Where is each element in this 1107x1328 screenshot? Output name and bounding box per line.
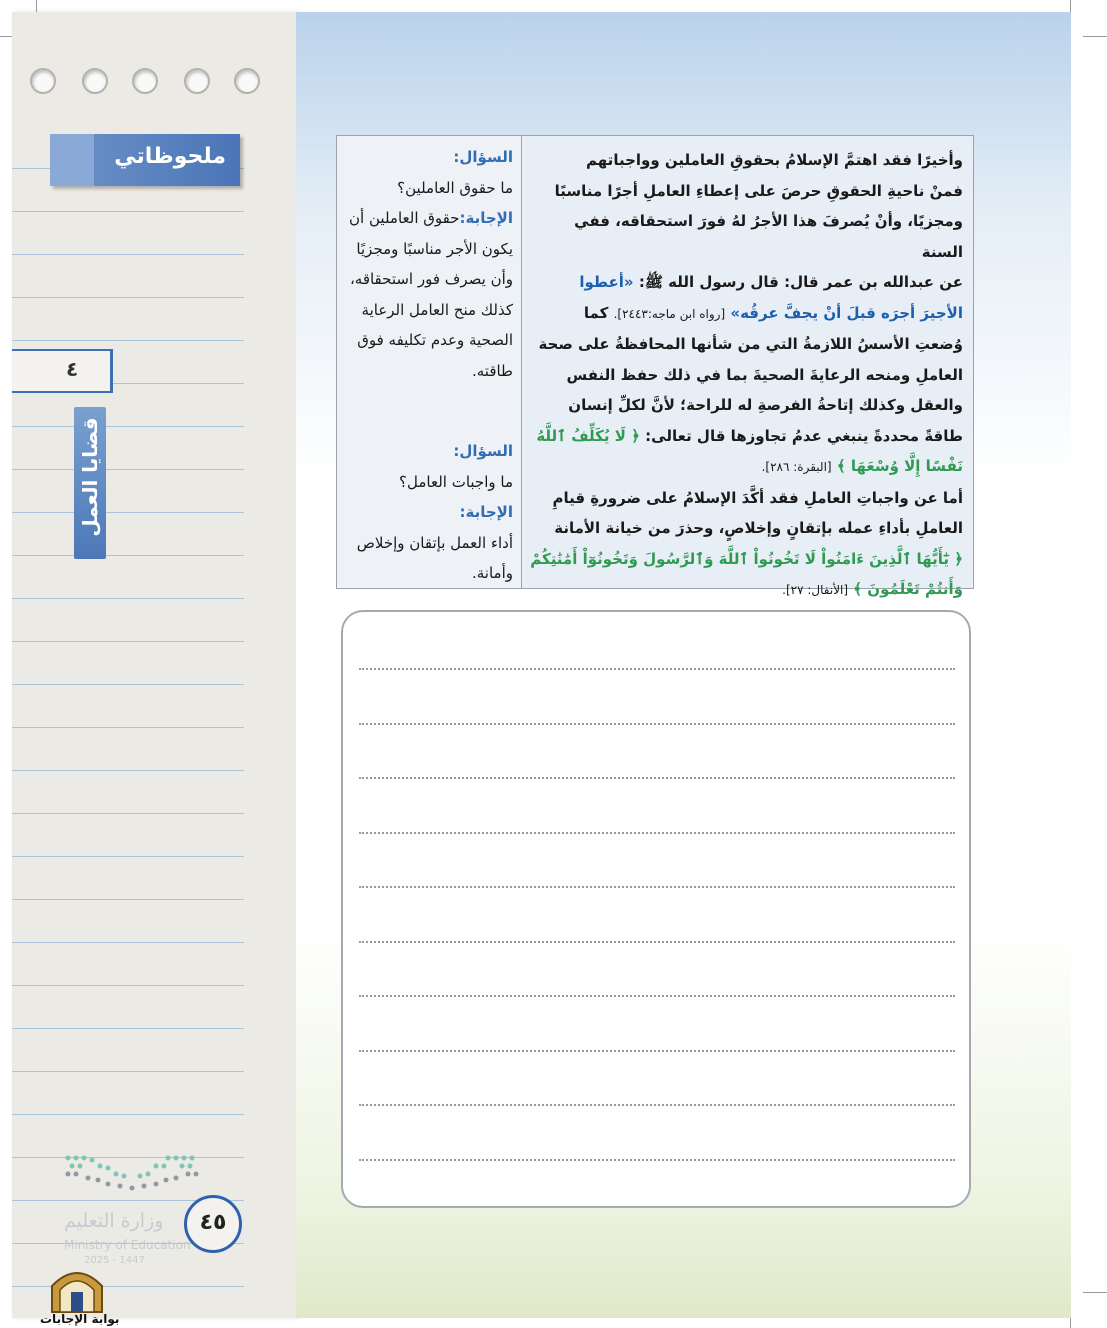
qa-block (345, 142, 513, 386)
verse-reference: [البقرة: ٢٨٦]. (761, 460, 832, 474)
ruled-line (12, 426, 244, 427)
answer-text: أداء العمل بإتقان وإخلاص وأمانة. (356, 533, 513, 582)
text-line: ومجزيًا، وأنْ يُصرفَ هذا الأجرُ لهُ فورَ استحقاقه، ففي السنة (574, 212, 963, 261)
ruled-line (12, 942, 244, 943)
page-number: ٤٥ (199, 1210, 227, 1235)
quran-verse: ﴿ يَٰٓأَيُّهَا ٱلَّذِينَ ءَامَنُواْ لَا تَخُونُواْ ٱللَّهَ وَٱلرَّسُولَ وَتَخُونُوٓاْ أَمَٰنَٰتِكُمْ وَأَنتُمْ تَعْلَمُونَ ﴾ (530, 549, 963, 598)
text-segment: طاقةً محددةً ينبغي عدمُ تجاوزها قال تعالى: (645, 426, 963, 445)
ministry-name-english: Ministry of Education (64, 1238, 191, 1252)
ruled-line (12, 1071, 244, 1072)
unit-number: ٤ (66, 357, 79, 381)
hadith-reference: [رواه ابن ماجه:٢٤٤٣]. (613, 306, 726, 321)
note-line[interactable] (359, 668, 955, 670)
question-label: السؤال: (453, 442, 513, 460)
hadith-start: «أعطوا (579, 273, 634, 291)
text-line: وأخيرًا فقد اهتمَّ الإسلامُ بحقوقِ العاملين وواجباتهم (586, 151, 963, 169)
ruled-line (12, 813, 244, 814)
unit-title: قضايا العمل (78, 417, 102, 537)
tab-stripe (50, 134, 94, 186)
question-label: السؤال: (453, 148, 513, 166)
ministry-year: 2025 - 1447 (84, 1255, 145, 1266)
ruled-line (12, 340, 244, 341)
qa-column (337, 136, 522, 588)
hadith-text: الأجيرَ أجرَه قبلَ أنْ يجفَّ عرقُه» (730, 303, 963, 322)
text-line (529, 298, 963, 330)
note-line[interactable] (359, 1104, 955, 1106)
note-line[interactable] (359, 886, 955, 888)
verse-reference: [الأنفال: ٢٧]. (782, 583, 849, 597)
binder-hole (234, 68, 260, 94)
ruled-line (12, 512, 244, 513)
lesson-text (529, 145, 963, 606)
answer-text (345, 203, 513, 386)
binder-hole (132, 68, 158, 94)
ruled-line (12, 684, 244, 685)
text-continuation: كما (583, 303, 609, 322)
notes-title: ملحوظاتي (114, 144, 226, 169)
answer-label: الإجابة: (459, 503, 513, 521)
unit-number-box (12, 349, 113, 393)
note-line[interactable] (359, 777, 955, 779)
notebook-sidebar (12, 12, 299, 1326)
text-line: فمنْ ناحيةِ الحقوقِ حرصَ على إعطاءِ العاملِ أجرًا مناسبًا (554, 181, 963, 200)
binder-hole (184, 68, 210, 94)
ministry-name-arabic: وزارة التعليم (64, 1210, 164, 1232)
ruled-line (12, 770, 244, 771)
note-line[interactable] (359, 941, 955, 943)
note-line[interactable] (359, 1050, 955, 1052)
ministry-logo-icon (64, 1152, 200, 1196)
lesson-text-column (522, 136, 973, 598)
ruled-line (12, 856, 244, 857)
watermark-text: بوابة الإجابات (40, 1312, 120, 1326)
ruled-line (12, 899, 244, 900)
ruled-line (12, 211, 244, 212)
ruled-line (12, 469, 244, 470)
question-text: ما حقوق العاملين؟ (397, 178, 513, 197)
ruled-line (12, 555, 244, 556)
text-line (529, 267, 963, 298)
note-line[interactable] (359, 832, 955, 834)
qa-block (345, 436, 513, 589)
ruled-line (12, 254, 244, 255)
ruled-line (12, 727, 244, 728)
crop-mark (1083, 36, 1107, 37)
binder-hole (30, 68, 56, 94)
ruled-line (12, 598, 244, 599)
ruled-line (12, 297, 244, 298)
unit-title-tab (74, 407, 106, 559)
quran-verse: ﴿ لَا يُكَلِّفُ ٱللَّهُ نَفْسًا إِلَّا وُسْعَهَا ﴾ (536, 426, 963, 475)
text-line: أما عن واجباتِ العاملِ فقد أكَّدَ الإسلامُ على ضرورةِ قيامِ (552, 488, 963, 507)
ruled-line (12, 641, 244, 642)
page-number-badge (184, 1195, 242, 1253)
crop-mark (1083, 1292, 1107, 1293)
text-line (529, 544, 963, 606)
notes-writing-area[interactable] (341, 610, 971, 1208)
ruled-line (12, 1028, 244, 1029)
ruled-line (12, 1114, 244, 1115)
text-line: وُضعتِ الأسسُ اللازمةُ التي من شأنها المحافظةُ على صحة (538, 335, 963, 353)
note-line[interactable] (359, 995, 955, 997)
text-line: والعقل وكذلك إتاحةُ الفرصةِ له للراحة؛ لأنَّ لكلِّ إنسان (568, 396, 963, 414)
narration-text: عن عبدالله بن عمر قال: قال رسول الله ﷺ: (638, 273, 963, 291)
ruled-line (12, 985, 244, 986)
answer-first: حقوق العاملين (369, 209, 460, 227)
text-line: العاملِ بأداءِ عمله بإتقانٍ وإخلاصٍ، وحذرَ من خيانة الأمانة (554, 519, 963, 537)
question-text: ما واجبات العامل؟ (399, 472, 513, 491)
text-line: العاملِ ومنحه الرعايةَ الصحيةَ بما في ذلك حفظ النفس (566, 365, 963, 384)
note-line[interactable] (359, 1159, 955, 1161)
note-line[interactable] (359, 723, 955, 725)
binder-hole (82, 68, 108, 94)
answer-rest: أن يكون الأجر مناسبًا ومجزيًا وأن يصرف فور استحقاقه، كذلك منح العامل الرعاية الصحية وعدم تكليفه فوق طاقته. (349, 209, 513, 380)
answer-label: الإجابة: (459, 209, 513, 227)
text-line (529, 421, 963, 483)
notes-header-tab (50, 134, 240, 186)
mosque-logo-icon (44, 1266, 110, 1314)
lesson-content-box (336, 135, 974, 598)
